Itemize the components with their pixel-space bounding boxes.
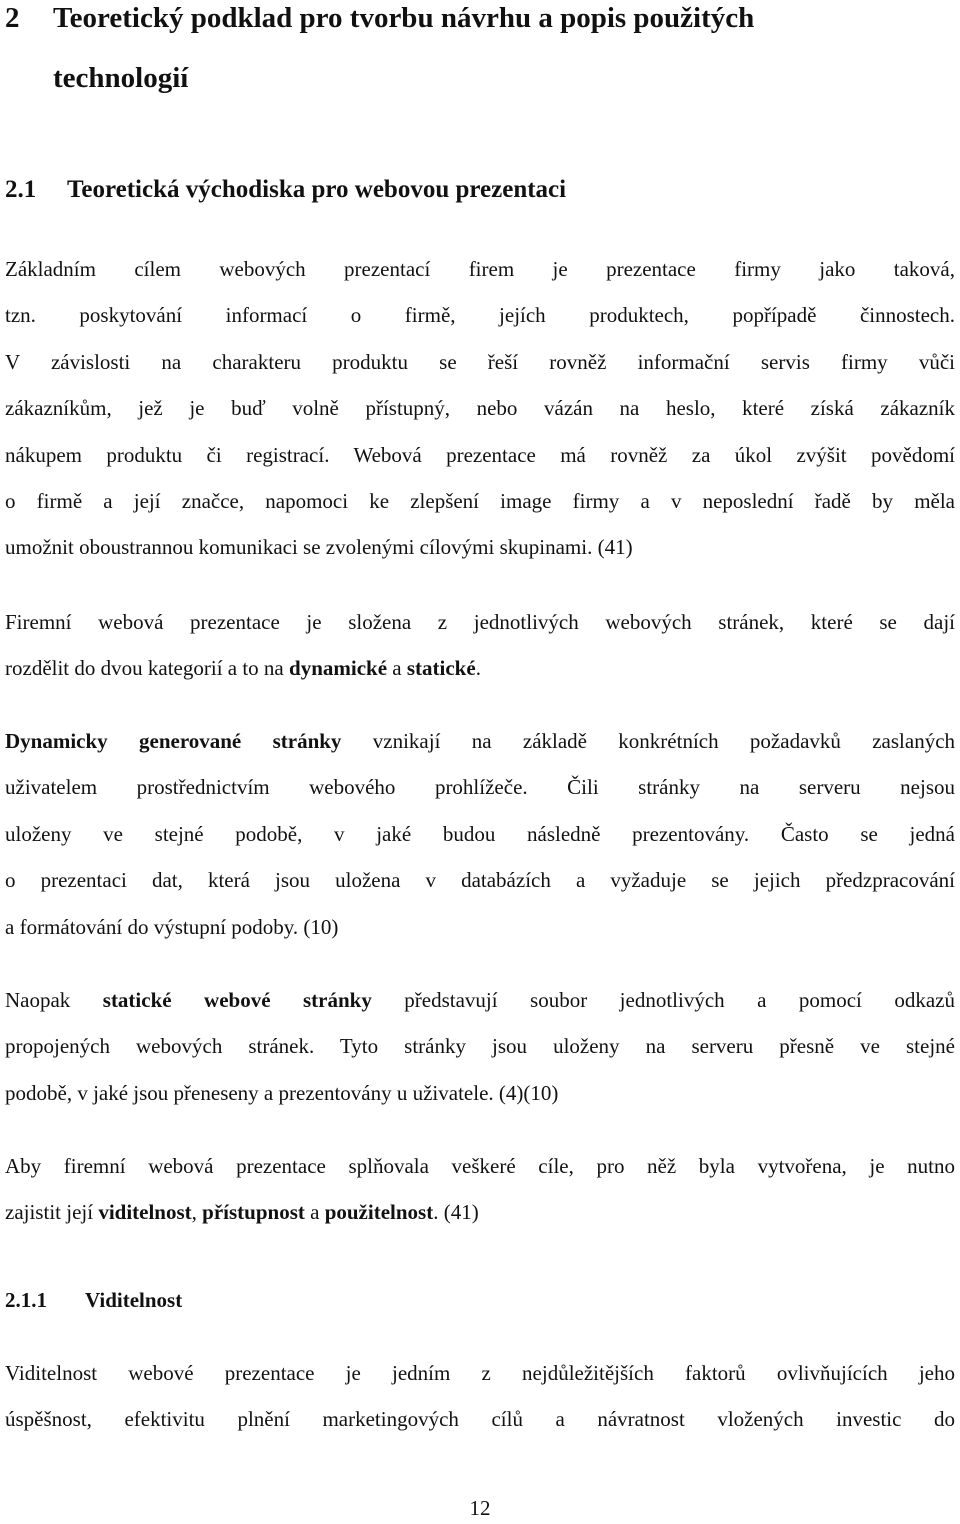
paragraph-line: Základním cílem webových prezentací firem je prezentace firmy jako taková, — [5, 257, 955, 281]
paragraph-line: uživatelem prostřednictvím webového prohlížeče. Čili stránky na serveru nejsou — [5, 775, 955, 800]
paragraph-line: Aby firemní webová prezentace splňovala veškeré cíle, pro něž byla vytvořena, je nutno — [5, 1154, 955, 1178]
paragraph-5 — [5, 1143, 955, 1236]
text-run: zajistit její — [5, 1200, 99, 1225]
bold-term-accessibility: přístupnost — [202, 1200, 305, 1225]
subsection-heading — [5, 1280, 955, 1320]
subsection-number: 2.1.1 — [5, 1288, 47, 1312]
text-run: . (41) — [433, 1200, 479, 1225]
paragraph-line: V závislosti na charakteru produktu se řeší rovněž informační servis firmy vůči — [5, 349, 955, 374]
bold-term-usability: použitelnost — [324, 1200, 434, 1225]
text-run: a — [387, 656, 407, 681]
paragraph-line: podobě, v jaké jsou přeneseny a prezentovány u uživatele. (4)(10) — [5, 1080, 559, 1105]
paragraph-line: úspěšnost, efektivitu plnění marketingových cílů a návratnost vložených investic do — [5, 1407, 955, 1432]
chapter-number: 2 — [5, 2, 20, 34]
text-run: a — [304, 1200, 325, 1225]
bold-term-dynamic-pages: Dynamicky generované stránky — [5, 729, 342, 753]
bold-term-visibility: viditelnost — [98, 1200, 192, 1225]
section-heading — [5, 170, 955, 210]
text-run: . — [475, 656, 481, 681]
paragraph-line: umožnit oboustrannou komunikaci se zvolenými cílovými skupinami. (41) — [5, 535, 633, 560]
paragraph-line: tzn. poskytování informací o firmě, jejích produktech, popřípadě činnostech. — [5, 303, 955, 328]
chapter-heading — [5, 0, 955, 108]
paragraph-line: zákazníkům, jež je buď volně přístupný, nebo vázán na heslo, které získá zákazník — [5, 396, 955, 421]
chapter-title-line2: technologií — [53, 62, 189, 94]
paragraph-line — [5, 977, 955, 1023]
section-number: 2.1 — [5, 176, 37, 203]
paragraph-line: nákupem produktu či registrací. Webová prezentace má rovněž za úkol zvýšit povědomí — [5, 442, 955, 467]
paragraph-line: Firemní webová prezentace je složena z jednotlivých webových stránek, které se dají — [5, 610, 955, 634]
paragraph-2 — [5, 599, 955, 692]
text-run: vznikají na základě konkrétních požadavků zaslaných — [341, 729, 955, 753]
paragraph-line: a formátování do výstupní podoby. (10) — [5, 914, 339, 939]
paragraph-line: propojených webových stránek. Tyto stránky jsou uloženy na serveru přesně ve stejné — [5, 1034, 955, 1059]
section-title: Teoretická východiska pro webovou prezentaci — [67, 176, 567, 203]
page-number: 12 — [469, 1496, 491, 1520]
text-run: představují soubor jednotlivých a pomocí odkazů — [371, 988, 955, 1012]
paragraph-1 — [5, 246, 955, 571]
paragraph-line: Viditelnost webové prezentace je jedním z nejdůležitějších faktorů ovlivňujících jeho — [5, 1361, 955, 1385]
chapter-title-line1: Teoretický podklad pro tvorbu návrhu a popis použitých — [53, 2, 755, 34]
paragraph-line: uloženy ve stejné podobě, v jaké budou následně prezentovány. Často se jedná — [5, 821, 955, 846]
paragraph-line: o firmě a její značce, napomoci ke zlepšení image firmy a v neposlední řadě by měla — [5, 488, 955, 513]
text-run: , — [191, 1200, 203, 1225]
subsection-title: Viditelnost — [85, 1288, 183, 1312]
text-run: rozdělit do dvou kategorií a to na — [5, 656, 290, 681]
bold-term-static-pages: statické webové stránky — [102, 988, 372, 1012]
paragraph-3 — [5, 718, 955, 950]
bold-term-dynamic: dynamické — [289, 656, 388, 681]
paragraph-6 — [5, 1350, 955, 1443]
paragraph-4 — [5, 977, 955, 1116]
paragraph-line — [5, 1189, 955, 1235]
text-run: Naopak — [5, 988, 103, 1012]
bold-term-static: statické — [406, 656, 476, 681]
paragraph-line — [5, 645, 955, 691]
paragraph-line — [5, 718, 955, 764]
paragraph-line: o prezentaci dat, která jsou uložena v databázích a vyžaduje se jejich předzpracování — [5, 868, 955, 893]
